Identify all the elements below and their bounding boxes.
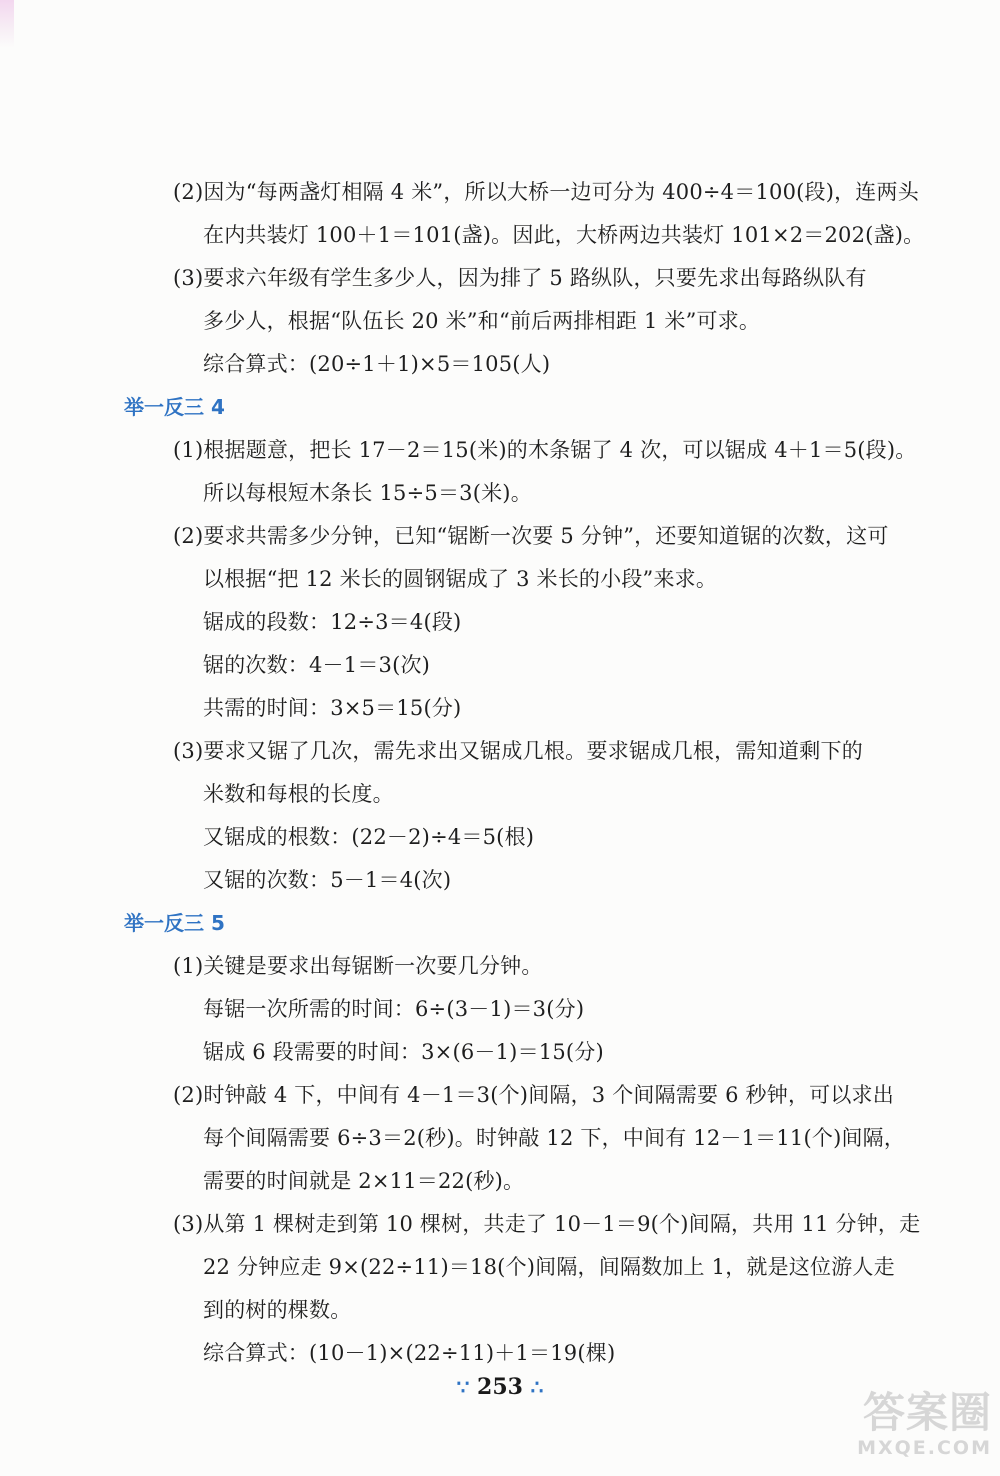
formula-line: 又锯的次数：5－1＝4(次) xyxy=(203,868,452,892)
page-dots-left: ∵ xyxy=(456,1375,470,1399)
text-line: (3)从第 1 棵树走到第 10 棵树，共走了 10－1＝9(个)间隔，共用 11 分钟，走 xyxy=(173,1212,921,1236)
corner-color-mark xyxy=(0,0,14,48)
text-line: (2)要求共需多少分钟，已知“锯断一次要 5 分钟”，还要知道锯的次数，这可 xyxy=(173,524,889,548)
text-line: 在内共装灯 100＋1＝101(盏)。因此，大桥两边共装灯 101×2＝202(盏)。 xyxy=(203,223,925,247)
formula-line: 锯成的段数：12÷3＝4(段) xyxy=(203,610,462,634)
text-line: 22 分钟应走 9×(22÷11)＝18(个)间隔，间隔数加上 1，就是这位游人走 xyxy=(203,1255,895,1279)
watermark-title: 答案圈 xyxy=(862,1388,992,1437)
formula-line: 综合算式：(10－1)×(22÷11)＋1＝19(棵) xyxy=(203,1341,616,1365)
formula-line: 共需的时间：3×5＝15(分) xyxy=(203,696,462,720)
text-line: 所以每根短木条长 15÷5＝3(米)。 xyxy=(203,481,532,505)
text-line: (1)关键是要求出每锯断一次要几分钟。 xyxy=(173,954,543,978)
text-line: (1)根据题意，把长 17－2＝15(米)的木条锯了 4 次，可以锯成 4＋1＝5(段)。 xyxy=(173,438,917,462)
text-line: (3)要求又锯了几次，需先求出又锯成几根。要求锯成几根，需知道剩下的 xyxy=(173,739,863,763)
text-line: (3)要求六年级有学生多少人，因为排了 5 路纵队，只要先求出每路纵队有 xyxy=(173,266,867,290)
formula-line: 又锯成的根数：(22－2)÷4＝5(根) xyxy=(203,825,535,849)
text-line: (2)因为“每两盏灯相隔 4 米”，所以大桥一边可分为 400÷4＝100(段)，连两头 xyxy=(173,180,919,204)
watermark-url: MXQE.COM xyxy=(857,1437,992,1459)
text-line: 以根据“把 12 米长的圆钢锯成了 3 米长的小段”来求。 xyxy=(203,567,718,591)
page-dots-right: ∴ xyxy=(530,1375,544,1399)
text-line: 每个间隔需要 6÷3＝2(秒)。时钟敲 12 下，中间有 12－1＝11(个)间隔， xyxy=(203,1126,906,1150)
section-heading: 举一反三 4 xyxy=(124,395,225,419)
page-number-value: 253 xyxy=(477,1374,523,1400)
text-line: 多少人，根据“队伍长 20 米”和“前后两排相距 1 米”可求。 xyxy=(203,309,761,333)
formula-line: 锯的次数：4－1＝3(次) xyxy=(203,653,431,677)
text-line: 米数和每根的长度。 xyxy=(203,782,394,806)
text-line: 需要的时间就是 2×11＝22(秒)。 xyxy=(203,1169,525,1193)
text-line: (2)时钟敲 4 下，中间有 4－1＝3(个)间隔，3 个间隔需要 6 秒钟，可以求出 xyxy=(173,1083,894,1107)
formula-line: 锯成 6 段需要的时间：3×(6－1)＝15(分) xyxy=(203,1040,604,1064)
watermark xyxy=(842,1390,992,1460)
text-line: 到的树的棵数。 xyxy=(203,1298,352,1322)
section-heading: 举一反三 5 xyxy=(124,911,225,935)
formula-line: 综合算式：(20÷1＋1)×5＝105(人) xyxy=(203,352,551,376)
formula-line: 每锯一次所需的时间：6÷(3－1)＝3(分) xyxy=(203,997,585,1021)
